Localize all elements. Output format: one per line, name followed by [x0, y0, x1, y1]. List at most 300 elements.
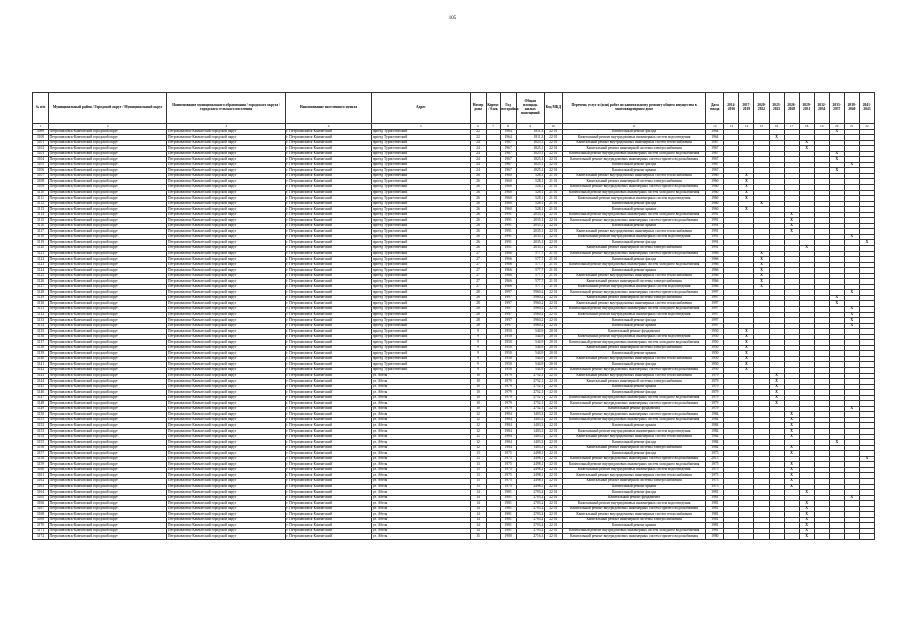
- table-cell: 21 01: [544, 196, 562, 202]
- table-cell: 1984: [500, 445, 516, 451]
- table-cell: 1984: [500, 429, 516, 435]
- table-cell: 26: [470, 173, 486, 179]
- table-cell: X: [739, 196, 754, 202]
- table-cell: 1966: [500, 279, 516, 285]
- table-cell: ул. Абеля: [372, 517, 470, 523]
- table-cell: г. Петропавловск-Камчатский: [285, 362, 371, 368]
- table-cell: г. Петропавловск-Камчатский: [285, 318, 371, 324]
- table-cell: 1966: [500, 262, 516, 268]
- table-cell: 1950: [706, 351, 724, 357]
- table-cell: 21 01: [544, 184, 562, 190]
- table-cell: 22 01: [544, 168, 562, 174]
- table-cell: X: [844, 234, 859, 240]
- table-cell: 1966: [500, 273, 516, 279]
- table-cell: Петропавловск-Камчатский городской округ: [49, 312, 167, 318]
- table-cell: Петропавловск-Камчатский городской округ: [49, 162, 167, 168]
- table-cell: 1984: [706, 434, 724, 440]
- table-cell: 1991: [500, 245, 516, 251]
- table-cell: 27: [470, 257, 486, 263]
- table-cell: 1991: [500, 218, 516, 224]
- table-cell: 3122: [33, 257, 49, 263]
- table-cell: 1997: [706, 301, 724, 307]
- table-cell: 22 01: [544, 495, 562, 501]
- table-cell: Капитальный ремонт крыши: [562, 268, 706, 274]
- table-cell: Капитальный ремонт внутридомовых инженерных систем водоотведения: [562, 284, 706, 290]
- table-cell: проезд Туристический: [372, 334, 470, 340]
- table-cell: X: [754, 279, 769, 285]
- table-cell: 22 01: [544, 162, 562, 168]
- table-cell: ул. Абеля: [372, 523, 470, 529]
- table-cell: Петропавловск-Камчатский городской округ: [167, 290, 285, 296]
- table-cell: [754, 534, 769, 540]
- table-cell: X: [799, 501, 814, 507]
- column-header: 2038-2040: [844, 93, 859, 124]
- table-cell: 2035,1: [516, 240, 544, 246]
- table-cell: Петропавловск-Камчатский городской округ: [49, 373, 167, 379]
- table-cell: Капитальный ремонт фундамента: [562, 495, 706, 501]
- table-cell: X: [769, 390, 784, 396]
- table-cell: Петропавловск-Камчатский городской округ: [167, 356, 285, 362]
- table-cell: Петропавловск-Камчатский городской округ: [49, 196, 167, 202]
- table-cell: г. Петропавловск-Камчатский: [285, 323, 371, 329]
- table-cell: X: [784, 467, 799, 473]
- table-cell: 26: [470, 184, 486, 190]
- table-cell: Петропавловск-Камчатский городской округ: [167, 506, 285, 512]
- table-cell: 1964: [706, 129, 724, 135]
- table-cell: проезд Туристический: [372, 351, 470, 357]
- table-cell: Капитальный ремонт крыши: [562, 168, 706, 174]
- table-cell: Петропавловск-Камчатский городской округ: [49, 273, 167, 279]
- table-cell: 1966: [500, 268, 516, 274]
- table-cell: 1825,1: [516, 151, 544, 157]
- table-cell: г. Петропавловск-Камчатский: [285, 295, 371, 301]
- table-cell: Петропавловск-Камчатский городской округ: [167, 340, 285, 346]
- table-cell: 10: [470, 379, 486, 385]
- table-cell: г. Петропавловск-Камчатский: [285, 451, 371, 457]
- table-cell: 26: [470, 212, 486, 218]
- table-cell: Петропавловск-Камчатский городской округ: [167, 223, 285, 229]
- table-cell: Петропавловск-Камчатский городской округ: [49, 146, 167, 152]
- table-cell: проезд Туристический: [372, 318, 470, 324]
- table-cell: Петропавловск-Камчатский городской округ: [49, 517, 167, 523]
- table-cell: 21 01: [544, 173, 562, 179]
- table-cell: ул. Абеля: [372, 478, 470, 484]
- table-cell: 3149: [33, 406, 49, 412]
- table-cell: г. Петропавловск-Камчатский: [285, 307, 371, 313]
- table-cell: проезд Туристический: [372, 307, 470, 313]
- table-cell: Капитальный ремонт внутридомовых инженерных систем холодного водоснабжения: [562, 151, 706, 157]
- table-cell: 1960: [706, 190, 724, 196]
- column-number: 8: [500, 124, 516, 130]
- table-cell: 1997: [500, 307, 516, 313]
- table-cell: 1997: [500, 323, 516, 329]
- table-cell: 13: [470, 462, 486, 468]
- column-header: 2017-2019: [739, 93, 754, 124]
- table-cell: 13: [470, 467, 486, 473]
- table-cell: Капитальный ремонт крыши: [562, 351, 706, 357]
- table-cell: Петропавловск-Камчатский городской округ: [167, 429, 285, 435]
- table-cell: X: [784, 429, 799, 435]
- table-cell: г. Петропавловск-Камчатский: [285, 229, 371, 235]
- table-cell: г. Петропавловск-Камчатский: [285, 268, 371, 274]
- table-cell: 1966: [706, 251, 724, 257]
- table-cell: Петропавловск-Камчатский городской округ: [49, 295, 167, 301]
- column-number: 9: [516, 124, 544, 130]
- table-cell: X: [784, 223, 799, 229]
- table-cell: 22 01: [544, 501, 562, 507]
- capital-repair-table: [32, 92, 875, 540]
- table-cell: 9: [470, 356, 486, 362]
- table-cell: Петропавловск-Камчатский городской округ: [49, 406, 167, 412]
- table-cell: 22 01: [544, 423, 562, 429]
- table-cell: 28: [470, 307, 486, 313]
- column-number: 11: [562, 124, 706, 130]
- table-cell: Петропавловск-Камчатский городской округ: [49, 184, 167, 190]
- table-cell: 22 01: [544, 379, 562, 385]
- table-cell: 1964: [500, 129, 516, 135]
- table-cell: 1967: [500, 140, 516, 146]
- table-cell: Капитальный ремонт внутридомовых инженерных систем горячего водоснабжения: [562, 218, 706, 224]
- table-cell: Капитальный ремонт внутридомовых инженерных систем холодного водоснабжения: [562, 212, 706, 218]
- table-cell: 1997: [500, 301, 516, 307]
- table-cell: Петропавловск-Камчатский городской округ: [167, 179, 285, 185]
- table-cell: г. Петропавловск-Камчатский: [285, 340, 371, 346]
- table-cell: проезд Туристический: [372, 362, 470, 368]
- table-cell: проезд Туристический: [372, 273, 470, 279]
- table-cell: проезд Туристический: [372, 223, 470, 229]
- table-cell: 1967: [706, 157, 724, 163]
- table-cell: Петропавловск-Камчатский городской округ: [49, 173, 167, 179]
- table-cell: 3172: [33, 534, 49, 540]
- table-cell: 1950: [500, 362, 516, 368]
- table-cell: ул. Абеля: [372, 429, 470, 435]
- table-cell: 2035,1: [516, 223, 544, 229]
- table-cell: проезд Туристический: [372, 257, 470, 263]
- table-cell: Петропавловск-Камчатский городской округ: [49, 129, 167, 135]
- table-cell: Капитальный ремонт внутридомовых инженерных систем теплоснабжения: [562, 173, 706, 179]
- table-cell: Капитальный ремонт внутридомовых инженерных систем водоотведения: [562, 135, 706, 141]
- table-cell: проезд Туристический: [372, 368, 470, 374]
- table-cell: 3110: [33, 190, 49, 196]
- table-cell: ул. Абеля: [372, 395, 470, 401]
- table-cell: 1975: [706, 467, 724, 473]
- table-cell: Капитальный ремонт внутридомовых инженерных систем горячего водоснабжения: [562, 456, 706, 462]
- table-cell: 2752,1: [516, 379, 544, 385]
- table-cell: 26: [470, 179, 486, 185]
- table-cell: Петропавловск-Камчатский городской округ: [49, 434, 167, 440]
- table-cell: 1997: [706, 307, 724, 313]
- table-cell: 2703,2: [516, 523, 544, 529]
- table-cell: 28: [470, 290, 486, 296]
- table-cell: 1950: [706, 340, 724, 346]
- table-cell: Капитальный ремонт крыши: [562, 423, 706, 429]
- table-cell: Капитальный ремонт внутридомовых инженерных систем холодного водоснабжения: [562, 307, 706, 313]
- column-header: Перечень услуг и (или) работ по капитальному ремонту общего имущества в многоквартирном доме: [562, 93, 706, 124]
- table-cell: Петропавловск-Камчатский городской округ: [167, 379, 285, 385]
- table-cell: 9: [470, 340, 486, 346]
- table-cell: 1825,1: [516, 140, 544, 146]
- table-cell: г. Петропавловск-Камчатский: [285, 429, 371, 435]
- table-cell: 1960: [706, 179, 724, 185]
- table-cell: 14: [470, 528, 486, 534]
- table-cell: 3116: [33, 223, 49, 229]
- table-cell: X: [799, 140, 814, 146]
- table-cell: X: [844, 323, 859, 329]
- table-cell: 3171: [33, 528, 49, 534]
- table-cell: Капитальный ремонт инженерной системы электроснабжения: [562, 345, 706, 351]
- table-cell: 22 01: [544, 512, 562, 518]
- table-cell: 3101: [33, 140, 49, 146]
- table-cell: Петропавловск-Камчатский городской округ: [167, 151, 285, 157]
- table-cell: 21 01: [544, 268, 562, 274]
- table-cell: 1950: [500, 356, 516, 362]
- table-cell: 3158: [33, 456, 49, 462]
- table-cell: 1991: [706, 218, 724, 224]
- table-cell: Петропавловск-Камчатский городской округ: [167, 456, 285, 462]
- table-cell: 28: [470, 312, 486, 318]
- table-cell: 1997: [500, 312, 516, 318]
- table-cell: Петропавловск-Камчатский городской округ: [49, 462, 167, 468]
- capital-repair-table-container: [32, 92, 875, 540]
- table-cell: 544,9: [516, 351, 544, 357]
- table-cell: г. Петропавловск-Камчатский: [285, 406, 371, 412]
- table-cell: 1825,1: [516, 168, 544, 174]
- table-cell: X: [844, 406, 859, 412]
- table-cell: Петропавловск-Камчатский городской округ: [49, 218, 167, 224]
- table-cell: 1981: [706, 501, 724, 507]
- table-cell: 528,1: [516, 196, 544, 202]
- table-cell: Капитальный ремонт внутридомовых инженерных систем горячего водоснабжения: [562, 290, 706, 296]
- table-cell: г. Петропавловск-Камчатский: [285, 440, 371, 446]
- table-cell: Капитальный ремонт внутридомовых инженерных систем горячего водоснабжения: [562, 412, 706, 418]
- table-cell: 1991: [706, 240, 724, 246]
- table-cell: 22 01: [544, 506, 562, 512]
- table-cell: 3143: [33, 373, 49, 379]
- table-cell: Петропавловск-Камчатский городской округ: [49, 329, 167, 335]
- table-cell: Петропавловск-Камчатский городской округ: [49, 390, 167, 396]
- table-cell: 13: [470, 451, 486, 457]
- table-cell: 20 01: [544, 329, 562, 335]
- table-cell: 1950: [706, 356, 724, 362]
- table-cell: 26: [470, 196, 486, 202]
- table-cell: 1979: [500, 401, 516, 407]
- table-cell: 22 01: [544, 312, 562, 318]
- table-cell: 1960: [500, 184, 516, 190]
- table-cell: Петропавловск-Камчатский городской округ: [167, 168, 285, 174]
- table-cell: 12: [470, 429, 486, 435]
- table-cell: [844, 534, 859, 540]
- table-cell: 1991: [706, 223, 724, 229]
- table-cell: X: [769, 384, 784, 390]
- table-cell: 14: [470, 490, 486, 496]
- table-cell: Петропавловск-Камчатский городской округ: [167, 240, 285, 246]
- table-cell: Капитальный ремонт крыши: [562, 484, 706, 490]
- table-cell: Капитальный ремонт внутридомовых инженерных систем водоотведения: [562, 312, 706, 318]
- table-cell: 27: [470, 273, 486, 279]
- table-cell: 544,9: [516, 340, 544, 346]
- table-cell: X: [844, 312, 859, 318]
- table-cell: X: [784, 417, 799, 423]
- table-cell: Капитальный ремонт инженерной системы электроснабжения: [562, 295, 706, 301]
- table-cell: г. Петропавловск-Камчатский: [285, 390, 371, 396]
- table-cell: 22 01: [544, 429, 562, 435]
- table-cell: 1979: [706, 401, 724, 407]
- table-cell: X: [784, 462, 799, 468]
- table-cell: Петропавловск-Камчатский городской округ: [49, 534, 167, 540]
- table-cell: Петропавловск-Камчатский городской округ: [49, 412, 167, 418]
- table-cell: Капитальный ремонт крыши: [562, 523, 706, 529]
- table-cell: 12: [470, 434, 486, 440]
- table-cell: г. Петропавловск-Камчатский: [285, 301, 371, 307]
- table-cell: Петропавловск-Камчатский городской округ: [167, 323, 285, 329]
- table-cell: 528,1: [516, 190, 544, 196]
- table-cell: 1984: [500, 423, 516, 429]
- table-cell: Петропавловск-Камчатский городской округ: [167, 495, 285, 501]
- table-cell: 14: [470, 523, 486, 529]
- table-cell: 1975: [500, 473, 516, 479]
- table-cell: X: [754, 257, 769, 263]
- table-cell: X: [739, 334, 754, 340]
- table-cell: 22 01: [544, 523, 562, 529]
- table-cell: 1967: [500, 162, 516, 168]
- table-cell: проезд Туристический: [372, 184, 470, 190]
- table-cell: Петропавловск-Камчатский городской округ: [49, 512, 167, 518]
- table-cell: Петропавловск-Камчатский городской округ: [49, 351, 167, 357]
- table-cell: 22 01: [544, 151, 562, 157]
- table-header-row: [33, 93, 875, 124]
- table-cell: X: [829, 151, 844, 157]
- table-cell: 10: [470, 395, 486, 401]
- table-cell: 22 01: [544, 295, 562, 301]
- table-cell: Петропавловск-Камчатский городской округ: [167, 440, 285, 446]
- table-cell: X: [829, 157, 844, 163]
- table-body: [33, 129, 875, 539]
- table-cell: 22 01: [544, 445, 562, 451]
- table-cell: г. Петропавловск-Камчатский: [285, 223, 371, 229]
- table-cell: X: [829, 129, 844, 135]
- table-cell: 26: [470, 240, 486, 246]
- table-cell: 1960: [500, 196, 516, 202]
- table-cell: 22: [470, 135, 486, 141]
- table-cell: г. Петропавловск-Камчатский: [285, 490, 371, 496]
- table-cell: 1979: [706, 373, 724, 379]
- table-cell: 24: [470, 162, 486, 168]
- table-cell: 21 01: [544, 257, 562, 263]
- table-cell: X: [799, 245, 814, 251]
- table-cell: [486, 534, 500, 540]
- table-cell: г. Петропавловск-Камчатский: [285, 351, 371, 357]
- table-cell: Петропавловск-Камчатский городской округ: [49, 362, 167, 368]
- table-cell: 21 01: [544, 190, 562, 196]
- table-cell: X: [844, 290, 859, 296]
- table-cell: 22 01: [544, 401, 562, 407]
- table-cell: 2703,2: [516, 512, 544, 518]
- table-cell: Петропавловск-Камчатский городской округ: [167, 523, 285, 529]
- table-cell: 3135: [33, 329, 49, 335]
- table-cell: г. Петропавловск-Камчатский: [285, 478, 371, 484]
- table-cell: Капитальный ремонт внутридомовых инженерных систем теплоснабжения: [562, 140, 706, 146]
- table-cell: 1950: [706, 362, 724, 368]
- table-cell: 1981: [706, 506, 724, 512]
- table-cell: Петропавловск-Камчатский городской округ: [167, 307, 285, 313]
- table-cell: 3155: [33, 440, 49, 446]
- table-cell: Капитальный ремонт внутридомовых инженерных систем горячего водоснабжения: [562, 401, 706, 407]
- table-cell: 22 01: [544, 240, 562, 246]
- table-cell: 2752,1: [516, 384, 544, 390]
- table-cell: 1997: [706, 318, 724, 324]
- table-cell: ул. Абеля: [372, 379, 470, 385]
- table-cell: Петропавловск-Камчатский городской округ: [49, 484, 167, 490]
- table-cell: Петропавловск-Камчатский городской округ: [167, 140, 285, 146]
- table-cell: Петропавловск-Камчатский городской округ: [49, 268, 167, 274]
- table-cell: Петропавловск-Камчатский городской округ: [49, 318, 167, 324]
- table-cell: 577,7: [516, 279, 544, 285]
- table-cell: 21 01: [544, 207, 562, 213]
- table-cell: 22 01: [544, 484, 562, 490]
- table-cell: 22 01: [544, 473, 562, 479]
- table-cell: проезд Туристический: [372, 218, 470, 224]
- column-header: 2029-2031: [799, 93, 814, 124]
- table-cell: 1980: [706, 534, 724, 540]
- table-cell: 3154: [33, 434, 49, 440]
- table-cell: ул. Абеля: [372, 506, 470, 512]
- table-cell: Петропавловск-Камчатский городской округ: [167, 445, 285, 451]
- table-cell: 1967: [706, 146, 724, 152]
- table-cell: Петропавловск-Камчатский городской округ: [49, 417, 167, 423]
- table-cell: Петропавловск-Камчатский городской округ: [49, 395, 167, 401]
- column-header: 2023-2025: [769, 93, 784, 124]
- table-cell: Петропавловск-Камчатский городской округ: [167, 417, 285, 423]
- table-cell: X: [844, 307, 859, 313]
- table-cell: 1966: [706, 273, 724, 279]
- table-cell: 5960,2: [516, 290, 544, 296]
- table-cell: ул. Абеля: [372, 417, 470, 423]
- table-cell: Петропавловск-Камчатский городской округ: [167, 157, 285, 163]
- table-cell: 22 01: [544, 229, 562, 235]
- table-cell: 1979: [500, 406, 516, 412]
- table-cell: г. Петропавловск-Камчатский: [285, 146, 371, 152]
- table-cell: Петропавловск-Камчатский городской округ: [167, 401, 285, 407]
- table-cell: Петропавловск-Камчатский городской округ: [49, 190, 167, 196]
- table-cell: 1966: [706, 262, 724, 268]
- column-number: 7: [486, 124, 500, 130]
- table-cell: г. Петропавловск-Камчатский: [285, 207, 371, 213]
- table-cell: X: [799, 490, 814, 496]
- table-cell: Капитальный ремонт внутридомовых инженерных систем теплоснабжения: [562, 229, 706, 235]
- table-cell: 5960,2: [516, 312, 544, 318]
- table-cell: 3160: [33, 467, 49, 473]
- table-cell: ул. Абеля: [372, 440, 470, 446]
- table-cell: Петропавловск-Камчатский городской округ: [49, 229, 167, 235]
- table-cell: г. Петропавловск-Камчатский: [285, 201, 371, 207]
- table-cell: 1991: [500, 229, 516, 235]
- table-cell: 1975: [500, 484, 516, 490]
- column-number: 20: [829, 124, 844, 130]
- table-cell: 2752,1: [516, 406, 544, 412]
- table-cell: ул. Абеля: [372, 401, 470, 407]
- table-cell: 22 01: [544, 456, 562, 462]
- table-cell: проезд Туристический: [372, 268, 470, 274]
- table-cell: 1981: [706, 528, 724, 534]
- table-cell: X: [829, 168, 844, 174]
- table-cell: 20 01: [544, 356, 562, 362]
- table-cell: Капитальный ремонт крыши: [562, 207, 706, 213]
- table-cell: 3167: [33, 506, 49, 512]
- table-cell: проезд Туристический: [372, 279, 470, 285]
- table-cell: проезд Туристический: [372, 323, 470, 329]
- table-cell: Петропавловск-Камчатский городской округ: [167, 517, 285, 523]
- table-cell: 1975: [706, 484, 724, 490]
